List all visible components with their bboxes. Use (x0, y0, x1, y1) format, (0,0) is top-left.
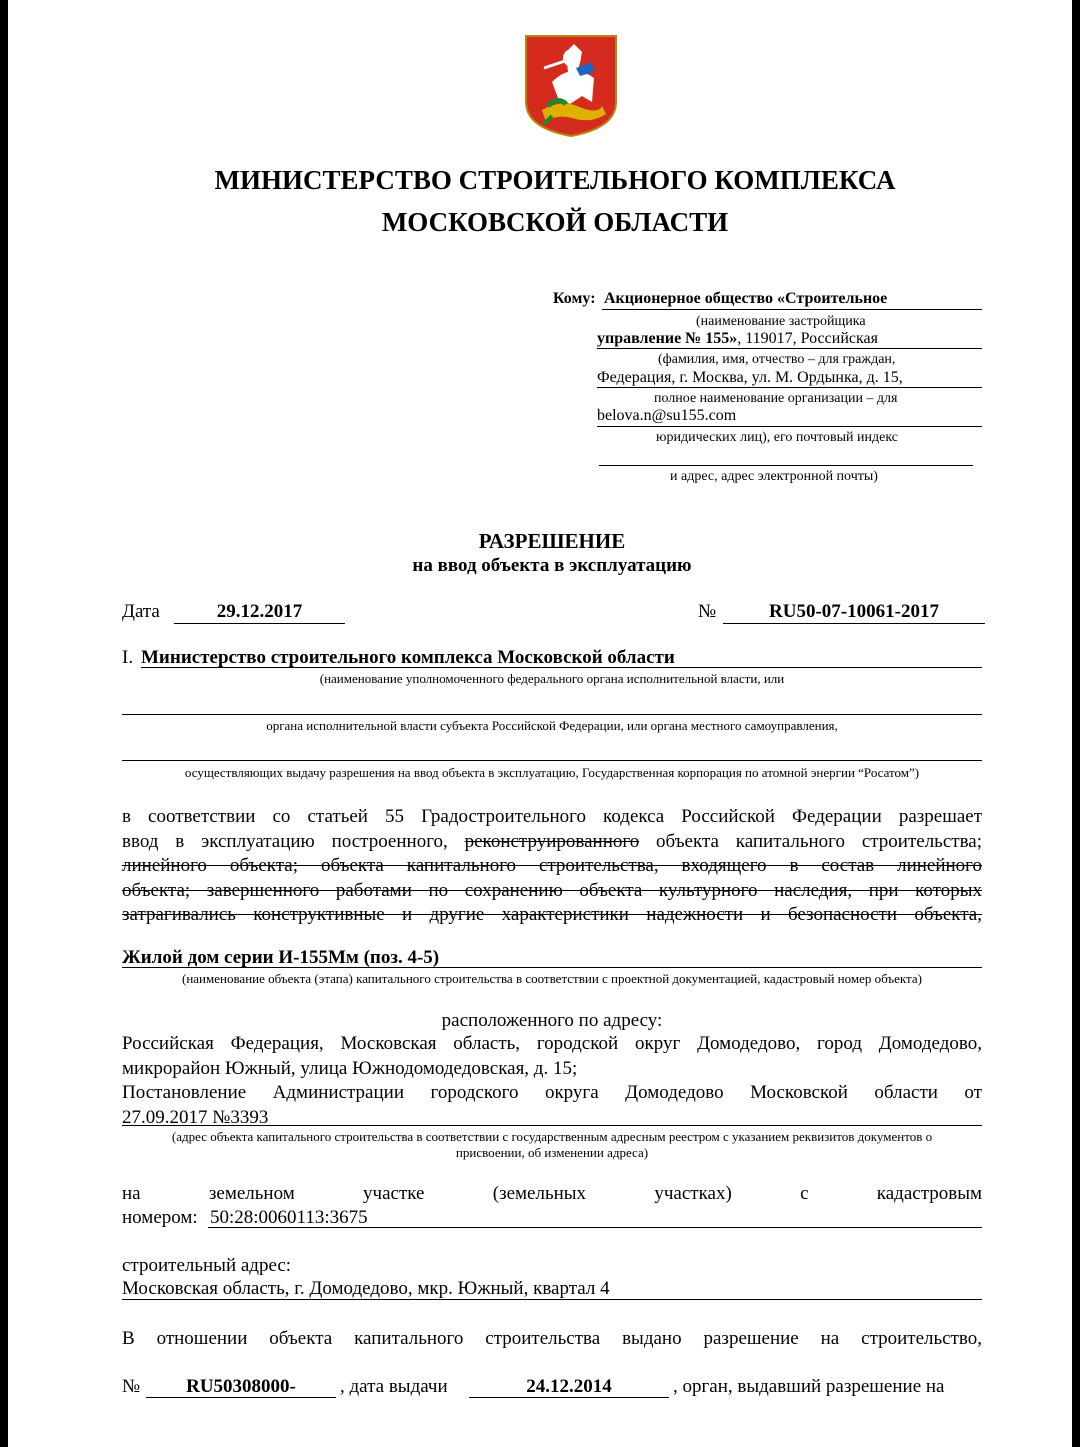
permit-no-label: № (122, 1376, 141, 1397)
to-label: Кому: (553, 290, 596, 307)
cadastral-label: номером: (122, 1207, 198, 1228)
authority-hint-2: органа исполнительной власти субъекта Российской Федерации, или органа местного самоуправления, (266, 718, 838, 733)
object-hint: (наименование объекта (этапа) капитального строительства в соответствии с проектной документацией, кадастровый номер объекта) (182, 971, 922, 986)
addressee-underline-4 (597, 426, 982, 427)
land-word: на (122, 1183, 141, 1204)
permit-line: В отношении объекта капитального строительства выдано разрешение на строительство, (122, 1328, 982, 1349)
date-label: Дата (122, 601, 160, 622)
document-title: РАЗРЕШЕНИЕ (478, 529, 626, 553)
paragraph-line-4: объекта; завершенного работами по сохранению объекта культурного наследия, при которых (122, 879, 982, 901)
authority-line-2 (122, 714, 982, 715)
date-underline (174, 623, 345, 624)
issuer-tail: , орган, выдавший разрешение на (673, 1376, 945, 1397)
permit-no-underline (146, 1397, 336, 1398)
authority-line-3 (122, 760, 982, 761)
land-word: кадастровым (876, 1183, 982, 1204)
issue-date-underline (469, 1397, 669, 1398)
cadastral-underline (208, 1227, 982, 1228)
land-plot-line (122, 1183, 982, 1205)
authority-hint-3: осуществляющих выдачу разрешения на ввод объекта в эксплуатацию, Государственная корпорация по атомной энергии “Росатом”) (184, 765, 920, 780)
address-hint-2: присвоении, об изменении адреса) (455, 1145, 649, 1160)
struck-text: реконструированного (464, 830, 640, 852)
paragraph-line-2: ввод в эксплуатацию построенного, реконструированного объекта капитального строительства; (122, 830, 983, 852)
land-word: земельном (208, 1183, 295, 1204)
address-label: расположенного по адресу: (441, 1010, 663, 1031)
authorization-paragraph (122, 805, 982, 928)
build-address-underline (122, 1299, 982, 1300)
object-underline (122, 967, 982, 968)
authority-hint-1: (наименование уполномоченного федерального органа исполнительной власти, или (319, 671, 785, 686)
build-address-label: строительный адрес: (122, 1255, 292, 1276)
addressee-hint-3: полное наименование организации – для (654, 391, 898, 406)
addressee-name: Акционерное общество «Строительное (604, 290, 888, 307)
permit-no-value: RU50308000- (186, 1376, 296, 1397)
land-word: (земельных (492, 1183, 587, 1204)
issue-date-label: , дата выдачи (340, 1376, 448, 1397)
addressee-line-1 (602, 309, 982, 310)
addressee-value-2-bold: управление № 155» (597, 330, 738, 347)
address-line-1: Российская Федерация, Московская область, городской округ Домодедово, город Домодедово, (122, 1033, 982, 1054)
paragraph-line-1: в соответствии со статьей 55 Градостроительного кодекса Российской Федерации разрешает (122, 806, 982, 827)
land-word: участке (363, 1183, 425, 1204)
section-roman: I. (122, 647, 134, 668)
build-address-value: Московская область, г. Домодедово, мкр. Южный, квартал 4 (122, 1278, 610, 1299)
land-word: участках) (654, 1183, 732, 1204)
addressee-line-2 (597, 330, 878, 348)
object-name: Жилой дом серии И-155Мм (поз. 4-5) (122, 947, 440, 968)
address-line-2: микрорайон Южный, улица Южнодомодедовская, д. 15; (122, 1057, 578, 1079)
addressee-hint-1: (наименование застройщика (696, 314, 866, 329)
authority-name: Министерство строительного комплекса Московской области (141, 647, 675, 668)
address-hint-1: (адрес объекта капитального строительства в соответствии с государственным адресным реестром с указанием реквизитов документов о (171, 1129, 933, 1144)
address-underline (122, 1125, 982, 1126)
addressee-underline-3 (597, 387, 982, 388)
number-underline (723, 623, 985, 624)
addressee-value-3: Федерация, г. Москва, ул. М. Ордынка, д. 15, (597, 369, 903, 386)
issue-date-value: 24.12.2014 (526, 1376, 612, 1397)
permit-sentence (122, 1327, 982, 1352)
coat-of-arms-icon (522, 32, 620, 138)
addressee-email: belova.n@su155.com (597, 407, 737, 424)
date-value: 29.12.2017 (216, 601, 303, 622)
addressee-hint-2: (фамилия, имя, отчество – для граждан, (658, 352, 896, 367)
org-title-line1: МИНИСТЕРСТВО СТРОИТЕЛЬНОГО КОМПЛЕКСА (214, 165, 896, 195)
addressee-underline-2 (597, 348, 982, 349)
address-block (122, 1032, 982, 1130)
permit-number: RU50-07-10061-2017 (769, 601, 939, 622)
land-word: с (800, 1183, 809, 1204)
org-title-line2: МОСКОВСКОЙ ОБЛАСТИ (381, 207, 729, 237)
number-label: № (698, 601, 717, 622)
addressee-hint-5: и адрес, адрес электронной почты) (670, 469, 878, 484)
addressee-hint-4: юридических лиц), его почтовый индекс (656, 430, 899, 445)
addressee-underline-5 (599, 465, 973, 466)
address-line-3: Постановление Администрации городского округа Домодедово Московской области от (122, 1082, 982, 1103)
document-page (8, 0, 1072, 1447)
addressee-value-2: , 119017, Российская (737, 330, 878, 347)
paragraph-line-3: линейного объекта; объекта капитального строительства, входящего в состав линейного (122, 855, 982, 876)
authority-underline (141, 667, 982, 668)
paragraph-line-5: затрагивались конструктивные и другие характеристики надежности и безопасности объекта, (122, 904, 982, 925)
document-subtitle: на ввод объекта в эксплуатацию (412, 555, 692, 576)
cadastral-number: 50:28:0060113:3675 (210, 1207, 368, 1228)
address-line-4: 27.09.2017 №3393 (122, 1106, 269, 1128)
